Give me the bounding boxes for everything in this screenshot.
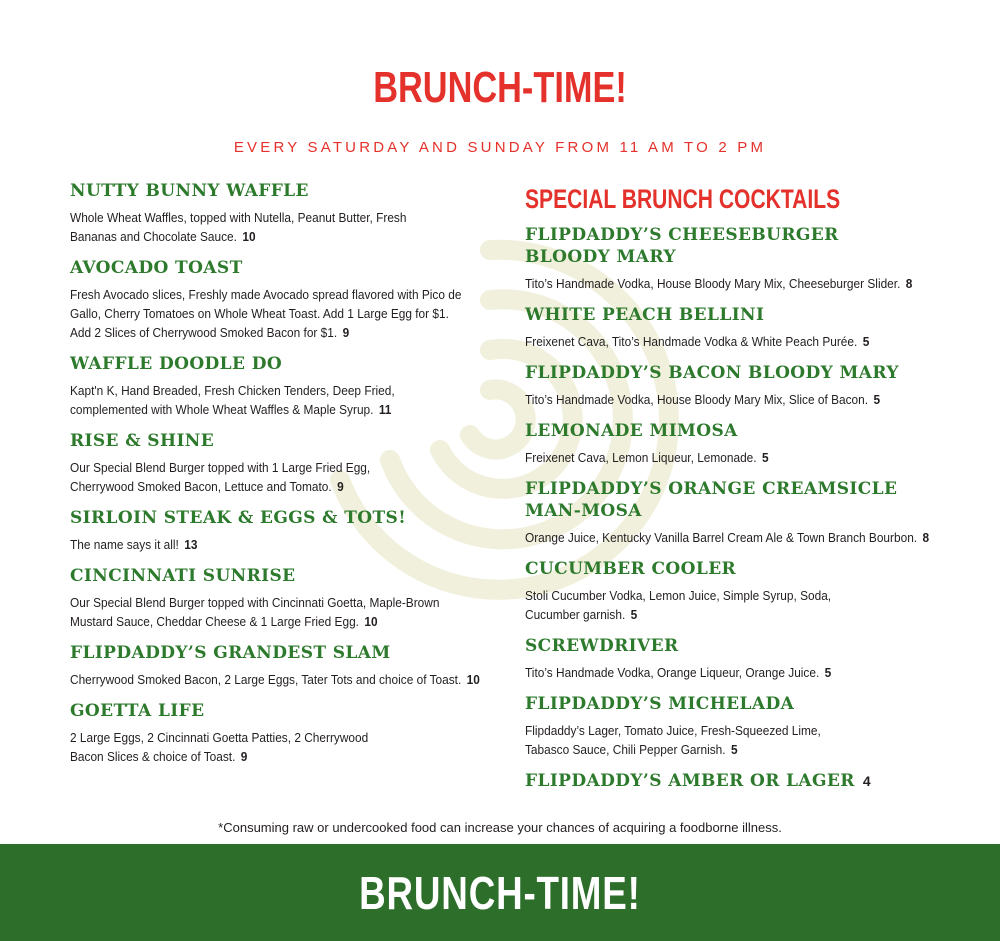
menu-item-description: Our Special Blend Burger topped with Cincinnati Goetta, Maple-Brown Mustard Sauce, Cheddar Cheese & 1 Large Fried Egg. 10 (70, 595, 440, 629)
menu-item (70, 180, 490, 246)
cocktail-item (525, 693, 965, 759)
menu-item-name: GOETTA LIFE (70, 701, 205, 721)
cocktail-name: SCREWDRIVER (525, 636, 679, 656)
menu-item-description: Whole Wheat Waffles, topped with Nutella, Peanut Butter, Fresh Bananas and Chocolate Sauce. 10 (70, 210, 407, 244)
cocktail-description: Flipdaddy’s Lager, Tomato Juice, Fresh-Squeezed Lime, Tabasco Sauce, Chili Pepper Garnish. 5 (525, 723, 821, 757)
cocktail-name: FLIPDADDY’S ORANGE CREAMSICLE MAN-MOSA (525, 479, 898, 521)
menu-item-name: WAFFLE DOODLE DO (70, 354, 283, 374)
cocktail-description: Tito’s Handmade Vodka, House Bloody Mary Mix, Cheeseburger Slider. 8 (525, 276, 913, 291)
cocktail-price: 5 (862, 334, 870, 349)
menu-item-description: The name says it all! 13 (70, 537, 198, 552)
cocktail-price: 5 (730, 742, 738, 757)
cocktail-description: Orange Juice, Kentucky Vanilla Barrel Cream Ale & Town Branch Bourbon. 8 (525, 530, 930, 545)
menu-item-price: 9 (240, 749, 248, 764)
page-title: BRUNCH-TIME! (373, 63, 627, 112)
beer-item (525, 770, 965, 792)
cocktail-price: 5 (873, 392, 881, 407)
menu-item-name: CINCINNATI SUNRISE (70, 566, 296, 586)
cocktail-item (525, 224, 965, 293)
cocktail-name: LEMONADE MIMOSA (525, 421, 738, 441)
cocktail-name: FLIPDADDY’S CHEESEBURGER BLOODY MARY (525, 225, 839, 267)
menu-item-description: Fresh Avocado slices, Freshly made Avocado spread flavored with Pico de Gallo, Cherry Tomatoes on Whole Wheat Toast. Add 1 Large Egg for $1. Add 2 Slices of Cherrywood Smoked Bacon for $1. 9 (70, 287, 462, 340)
cocktail-item (525, 420, 965, 467)
cocktail-item (525, 478, 965, 547)
menu-item (70, 257, 490, 342)
food-menu-column (70, 180, 490, 777)
cocktail-description: Tito’s Handmade Vodka, Orange Liqueur, Orange Juice. 5 (525, 665, 832, 680)
menu-item (70, 430, 490, 496)
cocktails-heading: SPECIAL BRUNCH COCKTAILS (525, 184, 841, 214)
cocktail-description: Stoli Cucumber Vodka, Lemon Juice, Simple Syrup, Soda, Cucumber garnish. 5 (525, 588, 832, 622)
beer-price: 4 (862, 773, 871, 789)
menu-item-name: SIRLOIN STEAK & EGGS & TOTS! (70, 508, 407, 528)
menu-item-name: NUTTY BUNNY WAFFLE (70, 181, 309, 201)
menu-item (70, 565, 490, 631)
menu-item (70, 353, 490, 419)
menu-item-price: 13 (184, 537, 198, 552)
menu-item-description: Kapt'n K, Hand Breaded, Fresh Chicken Tenders, Deep Fried, complemented with Whole Wheat Waffles & Maple Syrup. 11 (70, 383, 395, 417)
schedule-subtitle: EVERY SATURDAY AND SUNDAY FROM 11 AM TO 2 PM (233, 139, 767, 156)
cocktail-price: 5 (630, 607, 638, 622)
cocktail-item (525, 304, 965, 351)
beer-name: FLIPDADDY’S AMBER OR LAGER 4 (525, 771, 871, 791)
menu-item (70, 700, 490, 766)
menu-item (70, 507, 490, 554)
menu-item-price: 10 (364, 614, 378, 629)
footer-banner (0, 844, 1000, 941)
menu-item-description: Cherrywood Smoked Bacon, 2 Large Eggs, Tater Tots and choice of Toast. 10 (70, 672, 480, 687)
menu-item-price: 9 (337, 479, 344, 494)
menu-item-description: Our Special Blend Burger topped with 1 Large Fried Egg, Cherrywood Smoked Bacon, Lettuce and Tomato. 9 (70, 460, 371, 494)
cocktail-name: FLIPDADDY’S MICHELADA (525, 694, 795, 714)
menu-item-description: 2 Large Eggs, 2 Cincinnati Goetta Patties, 2 Cherrywood Bacon Slices & choice of Toast. 9 (70, 730, 369, 764)
menu-item-price: 10 (242, 229, 256, 244)
cocktail-description: Freixenet Cava, Lemon Liqueur, Lemonade. 5 (525, 450, 769, 465)
menu-item-price: 11 (378, 402, 392, 417)
cocktail-price: 5 (761, 450, 769, 465)
menu-item (70, 642, 490, 689)
footer-title: BRUNCH-TIME! (359, 866, 641, 919)
cocktail-description: Freixenet Cava, Tito’s Handmade Vodka & White Peach Purée. 5 (525, 334, 870, 349)
cocktail-item (525, 558, 965, 624)
cocktail-description: Tito’s Handmade Vodka, House Bloody Mary Mix, Slice of Bacon. 5 (525, 392, 881, 407)
menu-item-name: AVOCADO TOAST (70, 258, 243, 278)
menu-item-price: 9 (342, 325, 350, 340)
food-safety-disclaimer: *Consuming raw or undercooked food can increase your chances of acquiring a foodborne illness. (218, 820, 782, 835)
cocktail-price: 8 (905, 276, 913, 291)
cocktail-item (525, 635, 965, 682)
cocktail-price: 8 (922, 530, 930, 545)
menu-item-price: 10 (466, 672, 480, 687)
cocktail-name: CUCUMBER COOLER (525, 559, 737, 579)
cocktail-price: 5 (824, 665, 832, 680)
cocktail-name: FLIPDADDY’S BACON BLOODY MARY (525, 363, 899, 383)
cocktail-menu-column (525, 180, 965, 803)
cocktail-name: WHITE PEACH BELLINI (525, 305, 765, 325)
menu-item-name: RISE & SHINE (70, 431, 215, 451)
menu-item-name: FLIPDADDY’S GRANDEST SLAM (70, 643, 391, 663)
cocktail-item (525, 362, 965, 409)
